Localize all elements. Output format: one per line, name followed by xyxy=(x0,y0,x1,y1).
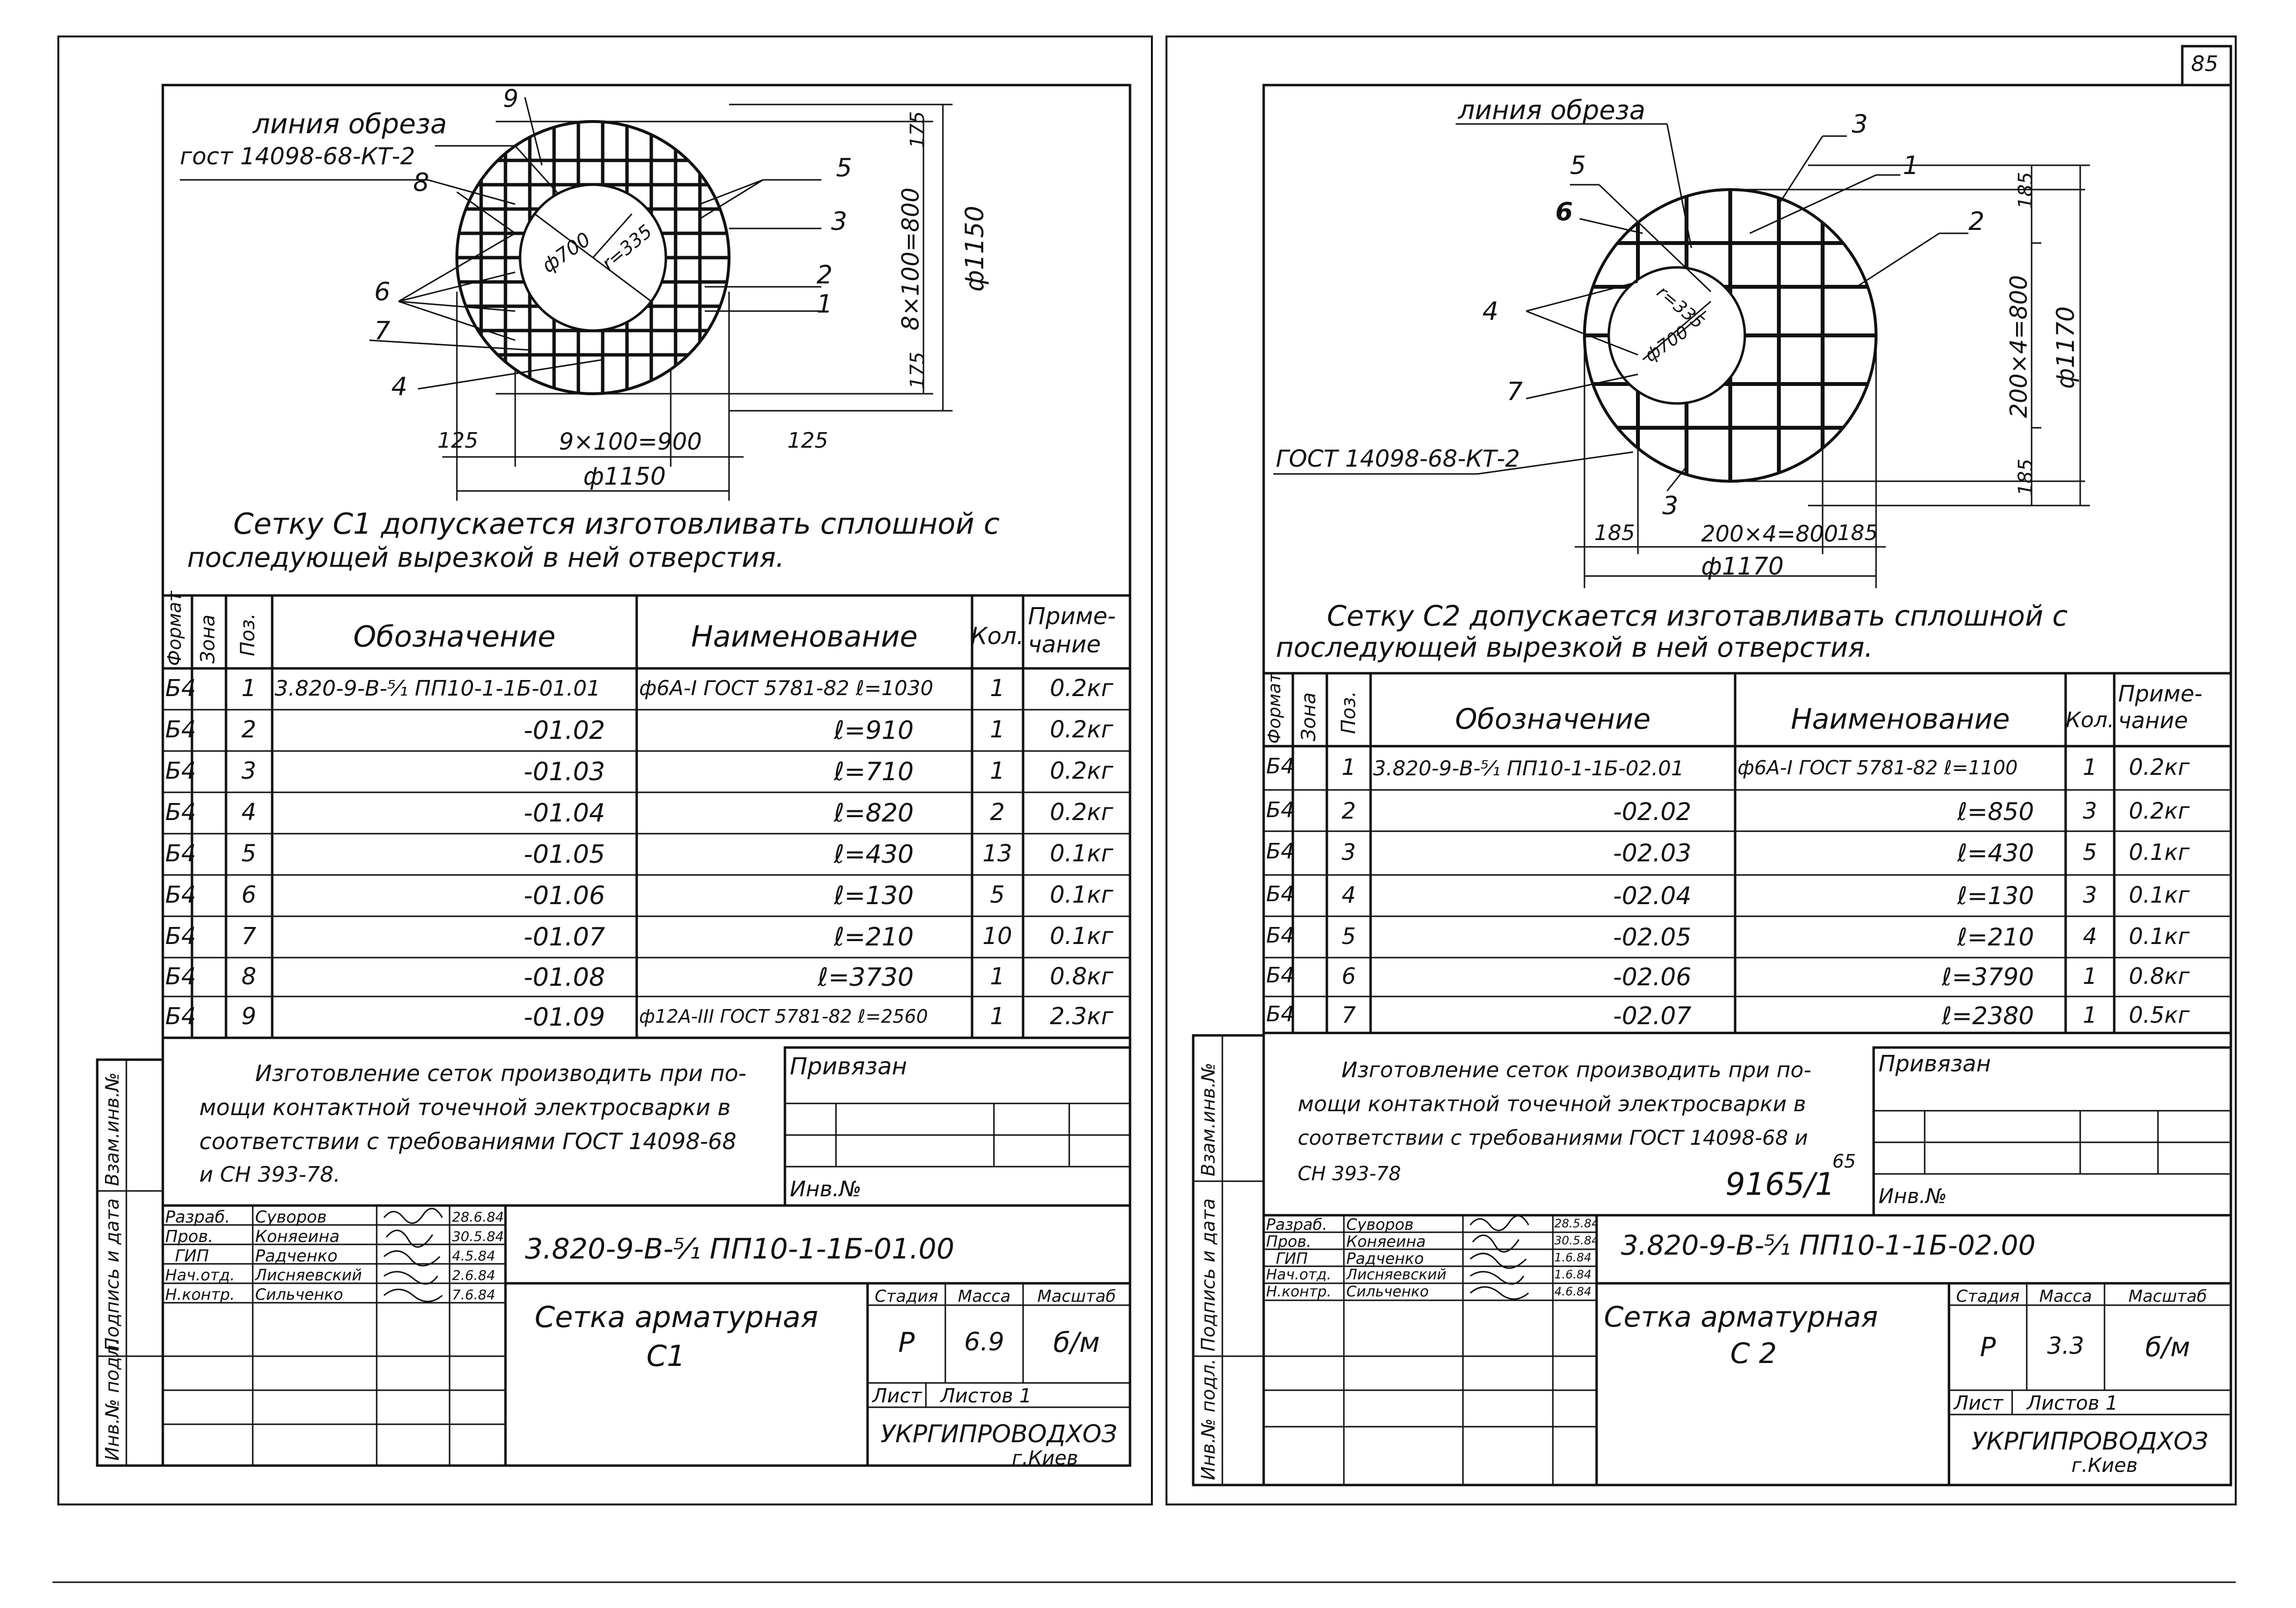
table-cell-format: Б4 xyxy=(1266,839,1295,864)
table-cell-mass: 0.8кг xyxy=(1050,963,1113,990)
table-cell-qty: 10 xyxy=(982,923,1012,950)
table-cell-name: ℓ=910 xyxy=(834,716,914,745)
c2-sheet: Лист xyxy=(1954,1392,2003,1415)
spec-head-note: Приме-чание xyxy=(2118,681,2203,734)
stamp-date: 1.6.84 xyxy=(1554,1268,1592,1281)
c2-mfg-note-line3: соответствии с требованиями ГОСТ 14098-68 и xyxy=(1298,1126,1808,1150)
stamp-role: Разраб. xyxy=(165,1207,230,1227)
spec-head-name: Наименование xyxy=(1791,702,2010,735)
c1-note-line1: Сетку С1 допускается изготовливать сплошной с xyxy=(233,507,1000,541)
spec-head-pos: Поз. xyxy=(237,613,259,656)
c1-scale: б/м xyxy=(1053,1327,1100,1359)
c2-side-label-2: Подпись и дата xyxy=(1198,1198,1219,1351)
table-cell-mass: 0.1кг xyxy=(2129,839,2190,865)
table-cell-format: Б4 xyxy=(165,840,196,867)
c1-side-label-1: Взам.инв.№ xyxy=(102,1072,123,1186)
c1-mfg-note-line2: мощи контактной точечной электросварки в xyxy=(199,1094,731,1120)
table-cell-qty: 1 xyxy=(2083,754,2097,780)
table-cell-designation: -01.09 xyxy=(523,1003,605,1032)
table-cell-designation: 3.820-9-В-⁵⁄₁ ПП10-1-1Б-02.01 xyxy=(1373,756,1684,780)
c1-dim-left125: 125 xyxy=(437,428,478,453)
table-cell-name: ℓ=130 xyxy=(1957,882,2034,910)
table-cell-pos: 4 xyxy=(241,799,257,826)
table-cell-format: Б4 xyxy=(1266,882,1295,907)
table-cell-name: ℓ=210 xyxy=(1957,923,2034,951)
table-cell-format: Б4 xyxy=(165,963,196,990)
c2-scale: б/м xyxy=(2145,1332,2191,1363)
c2-dim-phi-right: ф1170 xyxy=(2052,306,2080,389)
stamp-role: Н.контр. xyxy=(1266,1283,1332,1300)
c1-leader-9: 9 xyxy=(503,85,519,113)
c2-dim-top185: 185 xyxy=(2015,172,2037,209)
stamp-name: Коняеина xyxy=(1346,1232,1426,1251)
table-cell-format: Б4 xyxy=(1266,1002,1295,1027)
table-cell-name: ℓ=430 xyxy=(1957,839,2034,867)
table-cell-qty: 2 xyxy=(990,799,1005,826)
c2-org: УКРГИПРОВОДХОЗ xyxy=(1971,1427,2209,1455)
c1-dim-vertical: 8×100=800 xyxy=(897,187,924,331)
table-cell-name: ℓ=130 xyxy=(834,881,914,910)
c2-cut-line-label: линия обреза xyxy=(1458,95,1646,125)
spec-head-designation: Обозначение xyxy=(1455,702,1651,735)
c1-leader-1: 1 xyxy=(817,290,833,319)
c2-mfg-note-line1: Изготовление сеток производить при по- xyxy=(1341,1058,1811,1083)
table-cell-name: ℓ=710 xyxy=(834,757,914,787)
c2-privyazan: Привязан xyxy=(1879,1050,1991,1077)
stamp-role: Нач.отд. xyxy=(1266,1266,1332,1283)
c2-mfg-note-line4: СН 393-78 xyxy=(1298,1163,1401,1185)
table-cell-mass: 0.1кг xyxy=(1050,881,1113,909)
table-cell-mass: 0.1кг xyxy=(1050,923,1113,950)
spec-head-zone: Зона xyxy=(197,614,219,664)
sheet-number: 65 xyxy=(1832,1151,1856,1172)
spec-head-qty: Кол. xyxy=(2065,708,2115,733)
c2-dim-bot185: 185 xyxy=(2015,458,2037,496)
c2-drawing-code: 3.820-9-В-⁵⁄₁ ПП10-1-1Б-02.00 xyxy=(1621,1230,2036,1261)
c1-dim-d700: ф700 xyxy=(538,228,595,278)
table-cell-mass: 0.2кг xyxy=(1050,757,1113,785)
c2-stage: Р xyxy=(1980,1332,1996,1363)
stamp-date: 7.6.84 xyxy=(452,1287,496,1303)
table-cell-pos: 3 xyxy=(241,757,257,785)
table-cell-format: Б4 xyxy=(1266,963,1295,988)
spec-head-note: Приме-чание xyxy=(1028,603,1116,658)
stamp-role: Разраб. xyxy=(1266,1215,1327,1234)
spec-head-pos: Поз. xyxy=(1338,691,1360,734)
stamp-date: 28.5.84 xyxy=(1554,1217,1599,1230)
stamp-date: 30.5.84 xyxy=(452,1228,504,1244)
table-cell-designation: -02.06 xyxy=(1613,963,1691,991)
table-cell-format: Б4 xyxy=(1266,923,1295,948)
table-cell-mass: 0.2кг xyxy=(2129,754,2190,780)
table-cell-mass: 0.1кг xyxy=(2129,923,2190,949)
c2-note-line2: последующей вырезкой в ней отверстия. xyxy=(1276,632,1873,664)
table-cell-qty: 4 xyxy=(2083,923,2097,949)
table-cell-pos: 6 xyxy=(241,881,257,909)
table-cell-format: Б4 xyxy=(165,881,196,909)
c1-gost-label: гост 14098-68-КТ-2 xyxy=(180,143,415,170)
c1-side-label-3: Инв.№ подл. xyxy=(102,1339,123,1461)
table-cell-mass: 0.2кг xyxy=(1050,675,1113,702)
c1-note-line2: последующей вырезкой в ней отверстия. xyxy=(187,542,784,574)
c1-mass-head: Масса xyxy=(957,1287,1011,1306)
c2-archive-number: 9165/1 xyxy=(1725,1167,1835,1203)
stamp-name: Лисняевский xyxy=(1346,1266,1446,1283)
c2-dim-horizontal: 200×4=800 xyxy=(1701,521,1838,547)
table-cell-pos: 1 xyxy=(1341,754,1356,780)
c1-dim-phi-bottom: ф1150 xyxy=(583,462,666,490)
c2-mfg-note-line2: мощи контактной точечной электросварки в xyxy=(1298,1092,1806,1117)
c1-sheet: Лист xyxy=(872,1385,922,1407)
table-cell-name: ℓ=430 xyxy=(834,840,914,869)
c1-leader-7: 7 xyxy=(374,316,391,346)
table-cell-name: ℓ=820 xyxy=(834,799,914,828)
c1-inv-no: Инв.№ xyxy=(790,1177,862,1202)
table-cell-format: Б4 xyxy=(165,675,196,702)
table-cell-mass: 0.1кг xyxy=(1050,840,1113,867)
table-cell-name: ф12А-III ГОСТ 5781-82 ℓ=2560 xyxy=(639,1006,928,1027)
stamp-role: Пров. xyxy=(1266,1232,1311,1251)
c2-scale-head: Масштаб xyxy=(2128,1287,2207,1306)
spec-head-format: Формат xyxy=(164,591,185,666)
stamp-name: Радченко xyxy=(1346,1249,1424,1268)
table-cell-designation: -01.05 xyxy=(523,840,605,869)
c1-leader-3: 3 xyxy=(831,207,848,236)
table-cell-mass: 0.1кг xyxy=(2129,882,2190,908)
table-cell-format: Б4 xyxy=(165,757,196,785)
table-cell-name: ℓ=850 xyxy=(1957,798,2034,826)
table-cell-qty: 1 xyxy=(990,675,1005,702)
stamp-name: Радченко xyxy=(255,1246,338,1266)
stamp-role: ГИП xyxy=(1276,1249,1308,1268)
c2-leader-5: 5 xyxy=(1570,151,1586,180)
table-cell-designation: -02.07 xyxy=(1613,1002,1691,1030)
table-cell-mass: 2.3кг xyxy=(1050,1003,1113,1030)
c2-mass-head: Масса xyxy=(2039,1287,2092,1306)
table-cell-pos: 6 xyxy=(1341,963,1356,989)
spec-head-qty: Кол. xyxy=(971,623,1024,650)
table-cell-mass: 0.5кг xyxy=(2129,1002,2190,1028)
c1-cut-line-label: линия обреза xyxy=(253,108,447,140)
table-cell-format: Б4 xyxy=(1266,798,1295,822)
c2-side-label-3: Инв.№ подл. xyxy=(1198,1358,1219,1480)
c1-dim-bot175: 175 xyxy=(906,351,929,389)
c1-sheets: Листов 1 xyxy=(940,1385,1032,1407)
c2-dim-d700: ф700 xyxy=(1641,322,1692,366)
c2-leader-6: 6 xyxy=(1555,197,1573,227)
c1-title-mark: С1 xyxy=(646,1339,686,1373)
table-cell-name: ℓ=3790 xyxy=(1942,963,2034,991)
table-cell-qty: 1 xyxy=(990,716,1005,743)
stamp-role: ГИП xyxy=(175,1246,209,1266)
table-cell-designation: -02.05 xyxy=(1613,923,1691,951)
table-cell-qty: 3 xyxy=(2083,798,2097,824)
c1-dim-top175: 175 xyxy=(906,111,929,148)
stamp-role: Пров. xyxy=(165,1227,213,1246)
table-cell-qty: 13 xyxy=(982,840,1012,867)
stamp-date: 30.5.84 xyxy=(1554,1234,1599,1247)
table-cell-mass: 0.2кг xyxy=(1050,716,1113,743)
table-cell-format: Б4 xyxy=(165,923,196,950)
c2-leader-3-bottom: 3 xyxy=(1662,491,1679,521)
c1-drawing-code: 3.820-9-В-⁵⁄₁ ПП10-1-1Б-01.00 xyxy=(525,1232,955,1265)
stamp-name: Сильченко xyxy=(1346,1283,1429,1300)
table-cell-name: ℓ=2380 xyxy=(1942,1002,2034,1030)
table-cell-pos: 5 xyxy=(1341,923,1356,949)
table-cell-pos: 8 xyxy=(241,963,257,990)
table-cell-qty: 5 xyxy=(990,881,1005,909)
stamp-name: Суворов xyxy=(1346,1215,1414,1234)
table-cell-designation: 3.820-9-В-⁵⁄₁ ПП10-1-1Б-01.01 xyxy=(275,676,601,701)
spec-head-format: Формат xyxy=(1265,672,1285,744)
table-cell-designation: -02.04 xyxy=(1613,882,1691,910)
c2-title-mark: С 2 xyxy=(1730,1337,1777,1370)
stamp-date: 1.6.84 xyxy=(1554,1251,1592,1264)
c1-leader-2: 2 xyxy=(817,261,833,290)
table-cell-pos: 1 xyxy=(241,675,257,702)
table-cell-qty: 1 xyxy=(2083,963,2097,989)
c1-mfg-note-line4: и СН 393-78. xyxy=(199,1162,341,1187)
table-cell-name: ℓ=3730 xyxy=(818,963,914,992)
table-cell-pos: 9 xyxy=(241,1003,257,1030)
c1-dim-right125: 125 xyxy=(787,428,828,453)
c2-leader-4: 4 xyxy=(1482,297,1499,326)
spec-head-name: Наименование xyxy=(691,620,918,654)
table-cell-format: Б4 xyxy=(1266,754,1295,779)
stamp-date: 4.5.84 xyxy=(452,1248,496,1264)
c2-side-label-1: Взам.инв.№ xyxy=(1198,1063,1219,1176)
page-mark: 85 xyxy=(2191,52,2218,76)
table-cell-pos: 4 xyxy=(1341,882,1356,908)
c1-org: УКРГИПРОВОДХОЗ xyxy=(880,1420,1117,1448)
c2-leader-7: 7 xyxy=(1507,377,1523,406)
table-cell-format: Б4 xyxy=(165,1003,196,1030)
stamp-name: Лисняевский xyxy=(255,1266,362,1284)
c1-privyazan: Привязан xyxy=(790,1053,907,1080)
stamp-role: Н.контр. xyxy=(165,1285,235,1304)
table-cell-designation: -02.02 xyxy=(1613,798,1691,826)
c1-scale-head: Масштаб xyxy=(1037,1287,1116,1306)
table-cell-pos: 7 xyxy=(241,923,257,950)
table-cell-format: Б4 xyxy=(165,799,196,826)
table-cell-qty: 1 xyxy=(990,1003,1005,1030)
c1-side-label-2: Подпись и дата xyxy=(102,1198,123,1351)
c1-mfg-note-line1: Изготовление сеток производить при по- xyxy=(255,1060,747,1086)
c2-dim-left185: 185 xyxy=(1594,521,1635,545)
table-cell-designation: -01.06 xyxy=(523,881,605,910)
c1-title: Сетка арматурная xyxy=(535,1300,818,1334)
c2-leader-2: 2 xyxy=(1968,207,1985,236)
c2-gost-label: ГОСТ 14098-68-КТ-2 xyxy=(1276,445,1520,472)
stamp-date: 2.6.84 xyxy=(452,1267,496,1283)
table-cell-name: ℓ=210 xyxy=(834,923,914,952)
table-cell-pos: 7 xyxy=(1341,1002,1356,1028)
stamp-name: Коняеина xyxy=(255,1227,340,1246)
c1-dim-r335: r=335 xyxy=(597,220,657,275)
table-cell-designation: -02.03 xyxy=(1613,839,1691,867)
table-cell-qty: 5 xyxy=(2083,839,2097,865)
table-cell-designation: -01.02 xyxy=(523,716,605,745)
c1-dim-phi-right: ф1150 xyxy=(960,206,990,292)
table-cell-pos: 2 xyxy=(1341,798,1356,824)
table-cell-designation: -01.03 xyxy=(523,757,605,787)
c1-leader-8: 8 xyxy=(413,168,430,197)
c2-leader-3-top: 3 xyxy=(1852,110,1868,139)
table-cell-pos: 5 xyxy=(241,840,257,867)
c2-dim-r335: r=335 xyxy=(1652,282,1708,333)
table-cell-designation: -01.04 xyxy=(523,799,605,828)
table-cell-mass: 0.2кг xyxy=(2129,798,2190,824)
table-cell-qty: 1 xyxy=(990,757,1005,785)
c2-title: Сетка арматурная xyxy=(1604,1300,1878,1333)
c1-leader-5: 5 xyxy=(836,154,852,183)
table-cell-name: ф6А-I ГОСТ 5781-82 ℓ=1030 xyxy=(639,676,934,700)
c2-mass: 3.3 xyxy=(2047,1332,2085,1360)
table-cell-qty: 3 xyxy=(2083,882,2097,908)
c1-dim-horizontal: 9×100=900 xyxy=(559,428,702,455)
table-cell-format: Б4 xyxy=(165,716,196,743)
table-cell-qty: 1 xyxy=(990,963,1005,990)
c2-city: г.Киев xyxy=(2071,1454,2138,1477)
table-cell-pos: 2 xyxy=(241,716,257,743)
stamp-name: Сильченко xyxy=(255,1285,343,1304)
spec-head-designation: Обозначение xyxy=(353,620,556,654)
table-cell-designation: -01.08 xyxy=(523,963,605,992)
left-spec-table xyxy=(163,595,1130,1038)
c1-stage: Р xyxy=(898,1327,915,1359)
stamp-name: Суворов xyxy=(255,1207,327,1227)
table-cell-mass: 0.2кг xyxy=(1050,799,1113,826)
c2-dim-vertical: 200×4=800 xyxy=(2005,275,2033,418)
stamp-date: 4.6.84 xyxy=(1554,1285,1592,1298)
c1-leader-6: 6 xyxy=(374,278,391,307)
c2-sheets: Листов 1 xyxy=(2027,1392,2118,1415)
table-cell-designation: -01.07 xyxy=(523,923,605,952)
table-cell-name: ф6А-I ГОСТ 5781-82 ℓ=1100 xyxy=(1738,757,2018,779)
c2-dim-phi-bottom: ф1170 xyxy=(1701,552,1784,580)
c1-mfg-note-line3: соответствии с требованиями ГОСТ 14098-68 xyxy=(199,1128,737,1154)
table-cell-mass: 0.8кг xyxy=(2129,963,2190,989)
c2-dim-right185: 185 xyxy=(1837,521,1878,545)
table-cell-qty: 1 xyxy=(2083,1002,2097,1028)
c1-city: г.Киев xyxy=(1011,1447,1078,1469)
c2-stage-head: Стадия xyxy=(1956,1287,2020,1306)
stamp-date: 28.6.84 xyxy=(452,1209,504,1225)
c2-leader-1: 1 xyxy=(1903,151,1919,180)
c1-mass: 6.9 xyxy=(964,1328,1005,1357)
stamp-role: Нач.отд. xyxy=(165,1266,235,1284)
table-cell-pos: 3 xyxy=(1341,839,1356,865)
c1-leader-4: 4 xyxy=(391,372,408,402)
c2-note-line1: Сетку С2 допускается изготавливать сплошной с xyxy=(1327,599,2068,632)
c2-inv-no: Инв.№ xyxy=(1879,1184,1947,1208)
spec-head-zone: Зона xyxy=(1298,692,1320,741)
c1-stage-head: Стадия xyxy=(874,1287,939,1306)
